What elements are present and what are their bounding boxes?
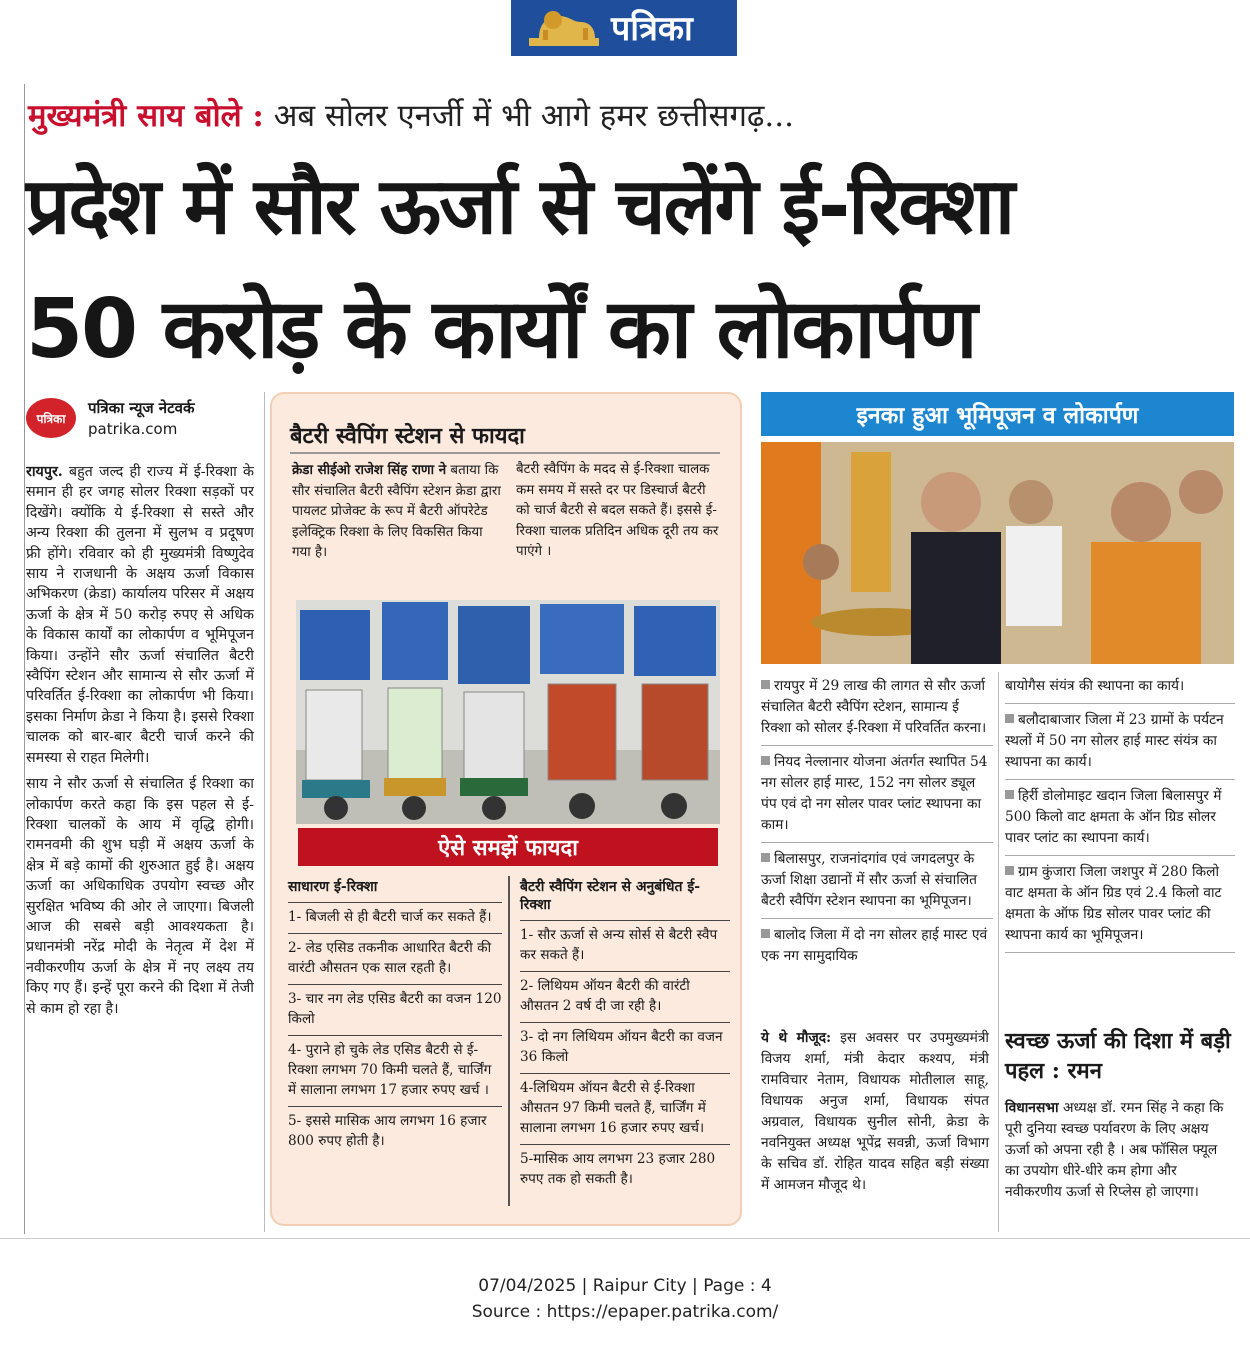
list-item	[761, 750, 993, 843]
masthead	[511, 0, 737, 56]
bullet-icon	[1005, 866, 1014, 875]
rickshaw-2	[382, 602, 448, 820]
raman-lead: विधानसभा	[1005, 1100, 1059, 1116]
list-item: 2- लेड एसिड तकनीक आधारित बैटरी की वारंटी औसतन एक साल रहती है।	[288, 933, 502, 984]
list-item	[761, 923, 993, 973]
battery-panel-col1	[292, 460, 502, 564]
column-divider	[264, 392, 265, 1232]
byline-name: पत्रिका न्यूज नेटवर्क	[88, 399, 195, 417]
list-item: 4-लिथियम ऑयन बैटरी से ई-रिक्शा औसतन 97 किमी चलते हैं, चार्जिंग में सालाना लगभग 16 हजार रुपए खर्च।	[520, 1073, 730, 1144]
byline-logo: पत्रिका	[26, 398, 76, 438]
list-item	[761, 674, 993, 746]
bullet-icon	[761, 756, 770, 765]
battery-panel-title: बैटरी स्वैपिंग स्टेशन से फायदा	[290, 423, 525, 449]
kicker-red: मुख्यमंत्री साय बोले :	[28, 98, 264, 134]
title-rule	[290, 452, 720, 454]
attendees-text: इस अवसर पर उपमुख्यमंत्री विजय शर्मा, मंत्री केदार कश्यप, मंत्री रामविचार नेताम, विधायक मोतीलाल साहू, विधायक अनुज शर्मा, विधायक संपत अग्रवाल, विधायक सुनील सोनी, क्रेडा के नवनियुक्त अध्यक्ष भूपेंद्र सवन्नी, ऊर्जा विभाग के सचिव डॉ. रोहित यादव सहित बड़ी संख्या में आमजन मौजूद थे।	[761, 1030, 990, 1193]
byline	[26, 396, 266, 442]
rickshaw-3	[458, 606, 530, 820]
comparison-right	[520, 878, 730, 1195]
battery-panel	[270, 392, 742, 1226]
dateline: रायपुर.	[26, 464, 63, 480]
kicker-text: अब सोलर एनर्जी में भी आगे हमर छत्तीसगढ़...	[263, 98, 794, 134]
event-photo	[761, 442, 1234, 664]
column-divider	[998, 672, 999, 1232]
list-item: 3- चार नग लेड एसिड बैटरी का वजन 120 किलो	[288, 984, 502, 1035]
brand-name: पत्रिका	[611, 9, 693, 49]
list-item-text: हिर्री डोलोमाइट खदान जिला बिलासपुर में 500 किलो वाट क्षमता के ऑन ग्रिड सोलर पावर प्लांट का स्थापना कार्य।	[1005, 788, 1222, 846]
byline-site: patrika.com	[88, 420, 178, 438]
bullet-icon	[1005, 790, 1014, 799]
list-item-text: बालोद जिला में दो नग सोलर हाई मास्ट एवं एक नग सामुदायिक	[761, 927, 988, 964]
list-item-text: ग्राम कुंजारा जिला जशपुर में 280 किलो वाट क्षमता के ऑन ग्रिड एवं 2.4 किलो वाट क्षमता के ऑफ ग्रिड सोलर पावर प्लांट की स्थापना कार्य का भूमिपूजन।	[1005, 864, 1222, 943]
main-story	[26, 462, 254, 1232]
list-item: 5-मासिक आय लगभग 23 हजार 280 रुपए तक हो सकती है।	[520, 1144, 730, 1195]
list-item	[1005, 860, 1235, 953]
sub-headline: 50 करोड़ के कार्यों का लोकार्पण	[26, 282, 976, 377]
projects-col-1	[761, 674, 993, 977]
battery-panel-col2: बैटरी स्वैपिंग के मदद से ई-रिक्शा चालक कम समय में सस्ते दर पर डिस्चार्ज बैटरी को चार्ज बैटरी से बदल सकते हैं। इससे ई-रिक्शा चालक प्रतिदिन अधिक दूरी तय कर पाएंगे ।	[516, 462, 719, 559]
bullet-icon	[761, 680, 770, 689]
comparison-left-title: साधारण ई-रिक्शा	[288, 879, 378, 895]
bullet-icon	[761, 853, 770, 862]
comparison-right-title: बैटरी स्वैपिंग स्टेशन से अनुबंधित ई-रिक्शा	[520, 879, 701, 913]
list-item: 4- पुराने हो चुके लेड एसिड बैटरी से ई-रिक्शा लगभग 70 किमी चलते हैं, चार्जिंग में सालाना लगभग 17 हजार रुपए खर्च ।	[288, 1035, 502, 1106]
rickshaw-1	[300, 610, 370, 820]
col1-text: बताया कि सौर संचालित बैटरी स्वैपिंग स्टेशन क्रेडा द्वारा पायलट प्रोजेक्ट के रूप में बैटरी ऑपरेटेड इलेक्ट्रिक रिक्शा के लिए विकसित किया गया है।	[292, 463, 501, 560]
story-para-2: साय ने सौर ऊर्जा से संचालित ई रिक्शा का लोकार्पण करते कहा कि इस पहल से ई-रिक्शा चालकों के आय में वृद्धि होगी। रामनवमी की शुभ घड़ी में अक्षय ऊर्जा के क्षेत्र में बड़े कामों की शुरुआत हुई है। अक्षय ऊर्जा का अधिकाधिक उपयोग स्वच्छ और सुरक्षित भविष्य की ओर ले जाएगा। बिजली आज की सबसे बड़ी आवश्यकता है। प्रधानमंत्री नरेंद्र मोदी के नेतृत्व में देश में नवीकरणीय ऊर्जा के क्षेत्र में नए लक्ष्य तय किए गए हैं। इन्हें पूरा करने की दिशा में तेजी से काम हो रहा है।	[26, 776, 254, 1017]
raman-paragraph	[1005, 1098, 1235, 1203]
list-item	[1005, 708, 1235, 780]
footer-dateline: 07/04/2025 | Raipur City | Page : 4	[478, 1276, 772, 1296]
bottom-rule	[0, 1238, 1250, 1239]
raman-text: अध्यक्ष डॉ. रमन सिंह ने कहा कि पूरी दुनिया स्वच्छ पर्यावरण के लिए अक्षय ऊर्जा को अपना रही है । अब फॉसिल फ्यूल का उपयोग धीरे-धीरे कम होगा और नवीकरणीय ऊर्जा से रिप्लेस हो जाएगा।	[1005, 1100, 1224, 1200]
col1-lead: क्रेडा सीईओ राजेश सिंह राणा ने	[292, 462, 447, 478]
list-item: 5- इससे मासिक आय लगभग 16 हजार 800 रुपए होती है।	[288, 1106, 502, 1157]
footer-source: Source : https://epaper.patrika.com/	[471, 1302, 779, 1322]
comparison-divider	[508, 876, 510, 1206]
right-section-title: इनका हुआ भूमिपूजन व लोकार्पण	[761, 392, 1234, 436]
raman-headline: स्वच्छ ऊर्जा की दिशा में बड़ी पहल : रमन	[1005, 1028, 1231, 1084]
list-item-text: नियद नेल्लानार योजना अंतर्गत स्थापित 54 नग सोलर हाई मास्ट, 152 नग सोलर ड्यूल पंप एवं दो नग सोलर पावर प्लांट स्थापना का काम।	[761, 754, 988, 833]
page-edge-rule	[24, 84, 25, 1234]
story-para-1	[26, 462, 254, 768]
list-item-text: बलौदाबाजार जिला में 23 ग्रामों के पर्यटन स्थलों में 50 नग सोलर हाई मास्ट संयंत्र का स्थापना का कार्य।	[1005, 712, 1224, 770]
main-headline: प्रदेश में सौर ऊर्जा से चलेंगे ई-रिक्शा	[26, 162, 1014, 252]
list-item: 3- दो नग लिथियम ऑयन बैटरी का वजन 36 किलो	[520, 1022, 730, 1073]
list-item-continued: बायोगैस संयंत्र की स्थापना का कार्य।	[1005, 674, 1235, 704]
attendees-lead: ये थे मौजूद:	[761, 1030, 832, 1046]
list-item: 2- लिथियम ऑयन बैटरी की वारंटी औसतन 2 वर्ष दी जा रही है।	[520, 971, 730, 1022]
bullet-icon	[761, 929, 770, 938]
comparison-left	[288, 878, 502, 1157]
bullet-icon	[1005, 714, 1014, 723]
list-item: 1- बिजली से ही बैटरी चार्ज कर सकते हैं।	[288, 902, 502, 933]
list-item-text: रायपुर में 29 लाख की लागत से सौर ऊर्जा संचालित बैटरी स्वैपिंग स्टेशन, सामान्य ई रिक्शा को सोलर ई-रिक्शा में परिवर्तित करना।	[761, 678, 987, 736]
list-item-text: बिलासपुर, राजनांदगांव एवं जगदलपुर के ऊर्जा शिक्षा उद्यानों में सौर ऊर्जा से संचालित बैटरी स्वैपिंग स्टेशन स्थापना का भूमिपूजन।	[761, 851, 978, 909]
rickshaw-photo	[296, 600, 720, 824]
projects-col-2	[1005, 674, 1235, 957]
list-item: 1- सौर ऊर्जा से अन्य सोर्स से बैटरी स्वैप कर सकते हैं।	[520, 920, 730, 971]
attendees-paragraph	[761, 1028, 989, 1196]
list-item	[761, 847, 993, 919]
benefit-banner: ऐसे समझें फायदा	[298, 828, 718, 866]
lion-emblem-icon	[525, 6, 605, 50]
kicker-headline	[28, 94, 794, 136]
story-para-1-text: बहुत जल्द ही राज्य में ई-रिक्शा के समान ही हर जगह सोलर रिक्शा सड़कों पर दिखेंगे। क्योंकि ये ई-रिक्शा से सस्ते और अन्य रिक्शा की तुलना में सुलभ व प्रदूषण फ्री होंगे। रविवार को ही मुख्यमंत्री विष्णुदेव साय ने राजधानी के अक्षय ऊर्जा विकास अभिकरण (क्रेडा) कार्यालय परिसर में अक्षय ऊर्जा के क्षेत्र में 50 करोड़ रुपए से अधिक के विकास कार्यों का लोकार्पण व भूमिपूजन किया। उन्होंने सौर ऊर्जा संचालित बैटरी स्वैपिंग स्टेशन और सामान्य से सौर ऊर्जा में परिवर्तित ई-रिक्शा का लोकार्पण भी किया। इसका निर्माण क्रेडा ने किया है। इससे रिक्शा चालक को बार-बार बैटरी चार्ज करने की समस्या से राहत मिलेगी।	[26, 464, 254, 766]
list-item	[1005, 784, 1235, 856]
